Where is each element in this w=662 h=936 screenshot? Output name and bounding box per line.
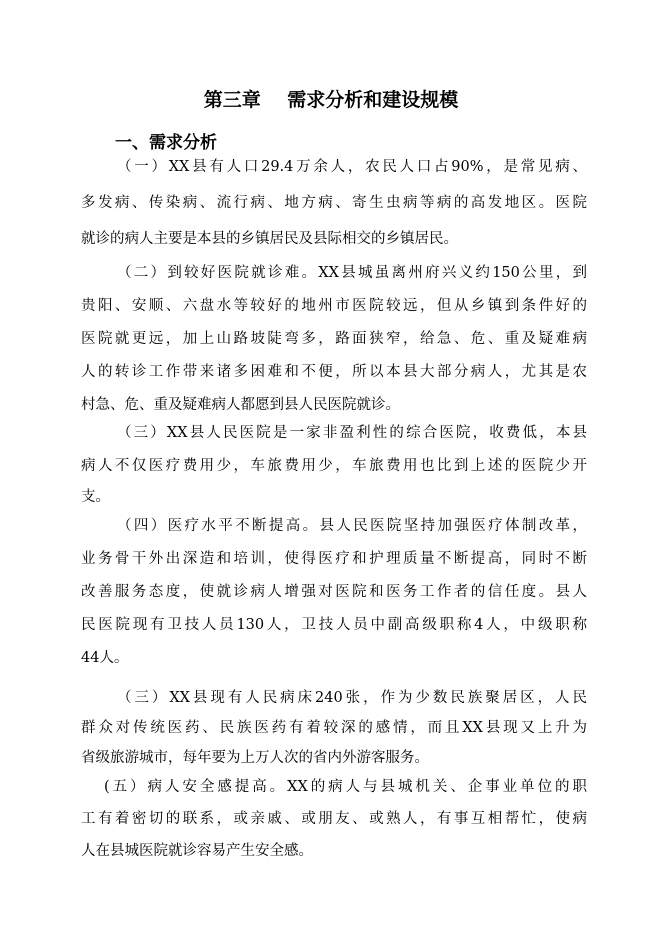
paragraph-line: 改善服务态度，使就诊病人增强对医院和医务工作者的信任度。县人 [81,584,587,600]
paragraph-line: 村急、危、重及疑难病人都愿到县人民医院就诊。 [81,397,400,413]
paragraph-line: 民医院现有卫技人员130人，卫技人员中副高级职称4人，中级职称 [81,617,587,633]
paragraph-line: （三）XX县现有人民病床240张，作为少数民族聚居区，人民 [117,690,587,706]
paragraph-line: 就诊的病人主要是本县的乡镇居民及县际相交的乡镇居民。 [81,231,458,247]
paragraph-line: 人在县城医院就诊容易产生安全感。 [81,843,313,859]
paragraph-line: 工有着密切的联系，或亲戚、或朋友、或熟人，有事互相帮忙，使病 [81,811,587,827]
chapter-title: 第三章 需求分析和建设规模 [203,89,459,111]
paragraph-line: （一）XX县有人口29.4万余人，农民人口占90%，是常见病、 [117,159,587,175]
paragraph-line: 多发病、传染病、流行病、地方病、寄生虫病等病的高发地区。医院 [81,195,587,211]
paragraph-line: 业务骨干外出深造和培训，使得医疗和护理质量不断提高，同时不断 [81,551,587,567]
paragraph-line: 人的转诊工作带来诸多困难和不便，所以本县大部分病人，尤其是农 [81,364,587,380]
paragraph-line: 群众对传统医药、民族医药有着较深的感情，而且XX县现又上升为 [81,720,587,736]
paragraph-line: 贵阳、安顺、六盘水等较好的地州市医院较远，但从乡镇到条件好的 [81,298,587,314]
paragraph-line: 省级旅游城市，每年要为上万人次的省内外游客服务。 [81,750,429,766]
paragraph-line: 病人不仅医疗费用少，车旅费用少，车旅费用也比到上述的医院少开 [81,458,587,474]
paragraph-line: (五）病人安全感提高。XX的病人与县城机关、企事业单位的职 [104,779,587,795]
paragraph-line: （二）到较好医院就诊难。XX县城虽离州府兴义约150公里，到 [117,265,587,281]
paragraph-line: （三）XX县人民医院是一家非盈利性的综合医院，收费低，本县 [117,425,587,441]
paragraph-line: 支。 [81,489,110,505]
paragraph-line: 44人。 [81,650,129,666]
paragraph-line: （四）医疗水平不断提高。县人民医院坚持加强医疗体制改革， [117,518,587,534]
paragraph-line: 医院就更远，加上山路坡陡弯多，路面狭窄，给急、危、重及疑难病 [81,331,587,347]
section-heading: 一、需求分析 [115,133,217,153]
